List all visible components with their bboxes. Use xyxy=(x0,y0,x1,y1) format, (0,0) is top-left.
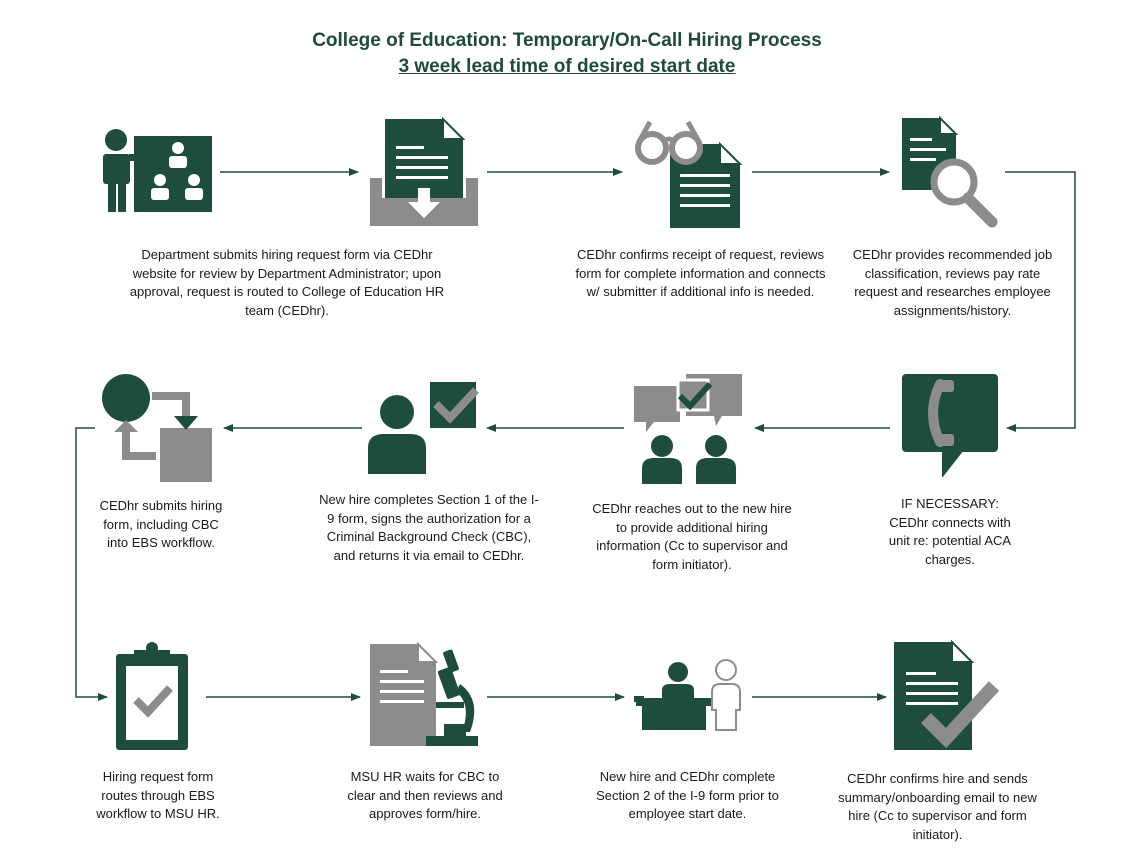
presentation-icon xyxy=(100,128,215,218)
step-6-caption: CEDhr reaches out to the new hire to provide additional hiring information (Cc to supervisor and form initiator). xyxy=(592,501,792,572)
step-1-caption: Department submits hiring request form via CEDhr website for review by Department Administrator; upon approval, request is routed to College of Education HR team (CEDhr). xyxy=(129,247,445,318)
step-3-caption: CEDhr confirms receipt of request, reviews form for complete information and connects w/ submitter if additional info is needed. xyxy=(575,247,826,299)
microscope-document-icon xyxy=(366,640,482,752)
chat-people-icon xyxy=(630,370,746,486)
document-check-icon xyxy=(890,640,1004,752)
step-9-caption: Hiring request form routes through EBS workflow to MSU HR. xyxy=(96,769,220,821)
glasses-document-icon xyxy=(634,116,746,228)
workflow-icon xyxy=(100,372,216,486)
step-4-caption: CEDhr provides recommended job classification, reviews pay rate request and researches employee assignments/history. xyxy=(852,247,1053,318)
step-11-caption: New hire and CEDhr complete Section 2 of the I-9 form prior to employee start date. xyxy=(596,769,779,821)
page-subtitle: 3 week lead time of desired start date xyxy=(398,56,736,77)
person-check-icon xyxy=(364,378,482,478)
page-title: College of Education: Temporary/On-Call Hiring Process xyxy=(312,30,822,51)
step-5-caption: IF NECESSARY: CEDhr connects with unit re: potential ACA charges. xyxy=(888,496,1012,567)
step-8-caption: CEDhr submits hiring form, including CBC into EBS workflow. xyxy=(99,498,223,550)
step-7-caption: New hire completes Section 1 of the I-9 form, signs the authorization for a Criminal Background Check (CBC), and returns it via email to CEDhr. xyxy=(319,492,539,563)
inbox-document-icon xyxy=(368,116,480,230)
desk-meeting-icon xyxy=(632,656,746,734)
magnifier-document-icon xyxy=(898,116,1002,228)
clipboard-check-icon xyxy=(112,640,192,752)
step-12-caption: CEDhr confirms hire and sends summary/onboarding email to new hire (Cc to supervisor and form initiator). xyxy=(838,771,1037,842)
step-10-caption: MSU HR waits for CBC to clear and then reviews and approves form/hire. xyxy=(347,769,503,821)
phone-bubble-icon xyxy=(898,370,1002,482)
